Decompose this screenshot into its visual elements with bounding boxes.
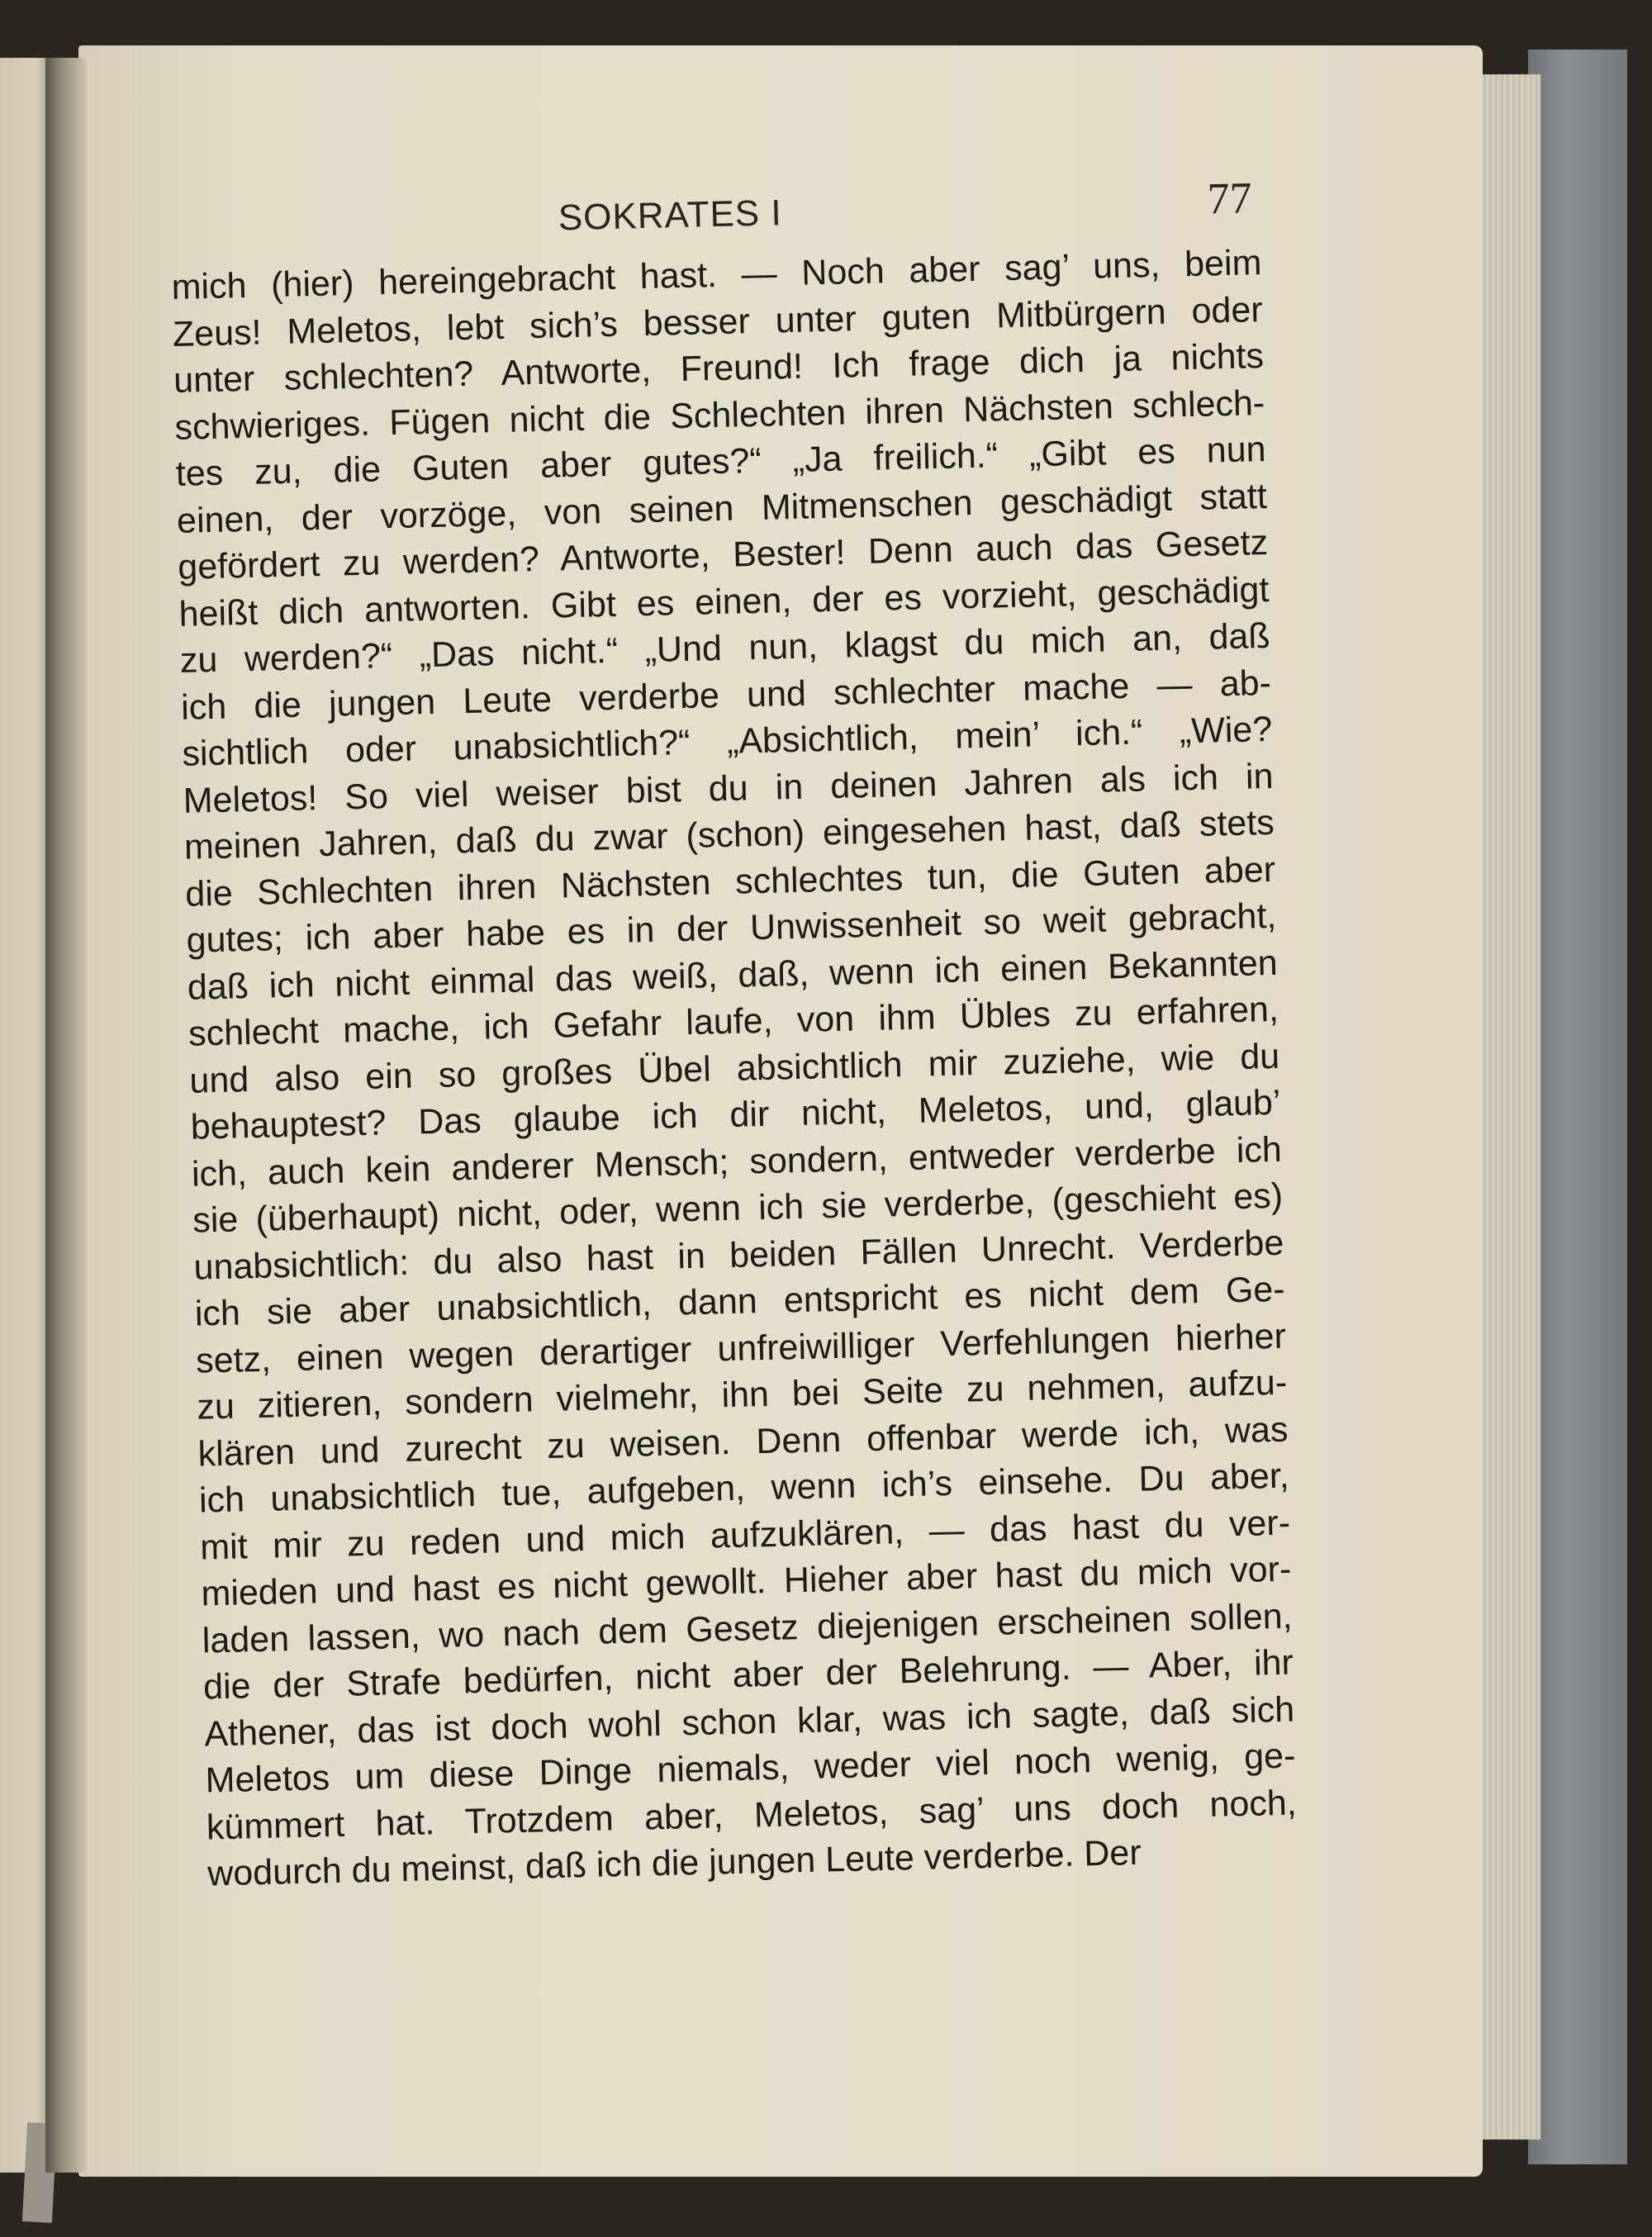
page-edges bbox=[1474, 74, 1540, 2140]
text-line: mit mir zu reden und mich aufzuklären, — das hast du ver- bbox=[199, 1503, 1291, 1568]
running-head-title: SOKRATES I bbox=[558, 192, 783, 239]
text-line: die Schlechten ihren Nächsten schlechtes tun, die Guten aber bbox=[184, 849, 1276, 914]
text-line: kümmert hat. Trotzdem aber, Meletos, sag’ uns doch noch, bbox=[206, 1783, 1298, 1847]
text-line: gefördert zu werden? Antworte, Bester! Denn auch das Gesetz bbox=[177, 522, 1269, 587]
text-line: meinen Jahren, daß du zwar (schon) eingesehen hast, daß stets bbox=[183, 802, 1275, 867]
page-number: 77 bbox=[1206, 173, 1253, 224]
text-line: einen, der vorzöge, von seinen Mitmenschen geschädigt statt bbox=[176, 476, 1268, 541]
text-line: unabsichtlich: du also hast in beiden Fällen Unrecht. Verderbe bbox=[193, 1223, 1284, 1288]
text-line: ich unabsichtlich tue, aufgeben, wenn ich’s einsehe. Du aber, bbox=[198, 1456, 1290, 1521]
text-line: laden lassen, wo nach dem Gesetz diejenigen erscheinen sollen, bbox=[202, 1596, 1294, 1661]
text-line: heißt dich antworten. Gibt es einen, der es vorzieht, geschädigt bbox=[178, 569, 1270, 634]
text-line: Meletos um diese Dinge niemals, weder viel noch wenig, ge- bbox=[205, 1736, 1296, 1801]
page-content bbox=[169, 165, 1298, 1897]
body-text bbox=[171, 240, 1298, 1897]
text-line: gutes; ich aber habe es in der Unwissenheit so weit gebracht, bbox=[186, 895, 1277, 961]
text-line: mieden und hast es nicht gewollt. Hieher aber hast du mich vor- bbox=[201, 1549, 1292, 1614]
text-line: Meletos! So viel weiser bist du in deinen Jahren als ich in bbox=[183, 756, 1274, 821]
text-line: unter schlechten? Antworte, Freund! Ich frage dich ja nichts bbox=[173, 335, 1265, 401]
text-line: ich die jungen Leute verderbe und schlechter mache — ab- bbox=[180, 663, 1272, 728]
text-line: sie (überhaupt) nicht, oder, wenn ich sie verderbe, (geschieht es) bbox=[192, 1175, 1284, 1241]
text-line: wodurch du meinst, daß ich die jungen Leute verderbe. Der bbox=[206, 1832, 1142, 1894]
text-line: zu werden?“ „Das nicht.“ „Und nun, klagst du mich an, daß bbox=[179, 615, 1271, 681]
book-cover-edge bbox=[1528, 50, 1627, 2164]
text-line: ich sie aber unabsichtlich, dann entspricht es nicht dem Ge- bbox=[194, 1269, 1286, 1334]
text-line: klären und zurecht zu weisen. Denn offenbar werde ich, was bbox=[197, 1409, 1289, 1475]
text-line: Athener, das ist doch wohl schon klar, was ich sagte, daß sich bbox=[203, 1689, 1295, 1755]
text-line: die der Strafe bedürfen, nicht aber der Belehrung. — Aber, ihr bbox=[202, 1642, 1294, 1707]
text-line: setz, einen wegen derartiger unfreiwilliger Verfehlungen hierher bbox=[195, 1316, 1287, 1381]
text-line: tes zu, die Guten aber gutes?“ „Ja freilich.“ „Gibt es nun bbox=[175, 429, 1267, 494]
text-line: zu zitieren, sondern vielmehr, ihn bei Seite zu nehmen, aufzu- bbox=[196, 1362, 1288, 1427]
text-line: schlecht mache, ich Gefahr laufe, von ihm Übles zu erfahren, bbox=[188, 989, 1279, 1054]
page-gutter bbox=[45, 58, 87, 2173]
text-line: mich (hier) hereingebracht hast. — Noch aber sag’ uns, beim bbox=[171, 243, 1262, 307]
text-line: sichtlich oder unabsichtlich?“ „Absichtlich, mein’ ich.“ „Wie? bbox=[181, 709, 1273, 774]
text-line: Zeus! Meletos, lebt sich’s besser unter guten Mitbürgern oder bbox=[172, 289, 1264, 354]
text-line: schwieriges. Fügen nicht die Schlechten ihren Nächsten schlech- bbox=[173, 382, 1265, 448]
text-line: und also ein so großes Übel absichtlich mir zuziehe, wie du bbox=[188, 1036, 1280, 1101]
text-line: ich, auch kein anderer Mensch; sondern, entweder verderbe ich bbox=[191, 1129, 1283, 1194]
left-page-edge bbox=[0, 58, 51, 2173]
text-line: behauptest? Das glaube ich dir nicht, Meletos, und, glaub’ bbox=[190, 1082, 1281, 1147]
text-line: daß ich nicht einmal das weiß, daß, wenn ich einen Bekannten bbox=[187, 943, 1279, 1008]
